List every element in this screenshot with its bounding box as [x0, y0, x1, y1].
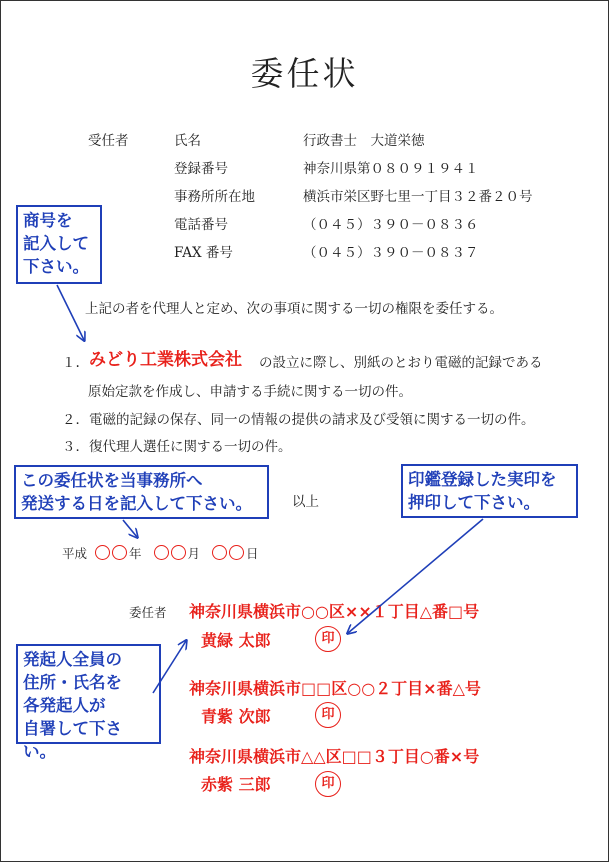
- principal-address-1: 神奈川県横浜市○○区××１丁目△番□号: [189, 602, 480, 621]
- callout-seal: 印鑑登録した実印を 押印して下さい。: [401, 464, 578, 518]
- principal-address-3: 神奈川県横浜市△△区□□３丁目○番×号: [189, 747, 480, 766]
- principal-address-2: 神奈川県横浜市□□区○○２丁目×番△号: [189, 679, 481, 698]
- proxy-role-label: 受任者: [88, 133, 129, 149]
- registration-label: 登録番号: [174, 161, 228, 177]
- arrow-founders: [153, 641, 186, 693]
- seal-stamp-3: 印: [315, 771, 341, 797]
- fax-value: （０４５）３９０－０８３７: [303, 245, 479, 261]
- callout-founders: 発起人全員の 住所・氏名を 各発起人が 自署して下さい。: [16, 644, 161, 744]
- registration-value: 神奈川県第０８０９１９４１: [303, 161, 479, 177]
- principal-name-3: 赤紫 三郎: [201, 775, 271, 794]
- principal-name-2: 青紫 次郎: [201, 707, 271, 726]
- principal-name-1: 黄緑 太郎: [201, 631, 271, 650]
- seal-stamp-2: 印: [315, 702, 341, 728]
- seal-stamp-1: 印: [315, 626, 341, 652]
- phone-label: 電話番号: [174, 217, 228, 233]
- closing-text: 以上: [292, 494, 319, 510]
- phone-value: （０４５）３９０－０８３６: [303, 217, 479, 233]
- item3-text: ３．復代理人選任に関する一切の件。: [62, 439, 292, 455]
- date-year-label: 年: [129, 546, 142, 561]
- document-title: 委任状: [250, 54, 359, 93]
- arrow-send-date: [123, 520, 137, 537]
- callout-trade-name: 商号を 記入して 下さい。: [16, 205, 102, 284]
- date-era: 平成: [62, 546, 88, 561]
- date-month-label: 月: [187, 546, 201, 561]
- callout-send-date: この委任状を当事務所へ 発送する日を記入して下さい。: [14, 465, 269, 519]
- principal-role-label: 委任者: [129, 605, 167, 620]
- intro-text: 上記の者を代理人と定め、次の事項に関する一切の権限を委任する。: [85, 301, 503, 317]
- item1-text-b: 原始定款を作成し、申請する手続に関する一切の件。: [88, 384, 412, 400]
- office-address-value: 横浜市栄区野七里一丁目３２番２０号: [303, 189, 533, 205]
- office-address-label: 事務所所在地: [174, 189, 255, 205]
- arrow-seal: [348, 519, 483, 633]
- item2-text: ２．電磁的記録の保存、同一の情報の提供の請求及び受領に関する一切の件。: [62, 412, 535, 428]
- fax-label: FAX 番号: [174, 245, 233, 261]
- proxy-name-value: 行政書士 大道栄徳: [303, 133, 425, 149]
- date-day-label: 日: [246, 546, 259, 561]
- item1-text-a: の設立に際し、別紙のとおり電磁的記録である: [259, 355, 543, 371]
- item1-number: １.: [62, 355, 80, 371]
- arrow-trade-name: [57, 285, 84, 340]
- company-name: みどり工業株式会社: [89, 350, 242, 370]
- proxy-name-label: 氏名: [174, 133, 201, 149]
